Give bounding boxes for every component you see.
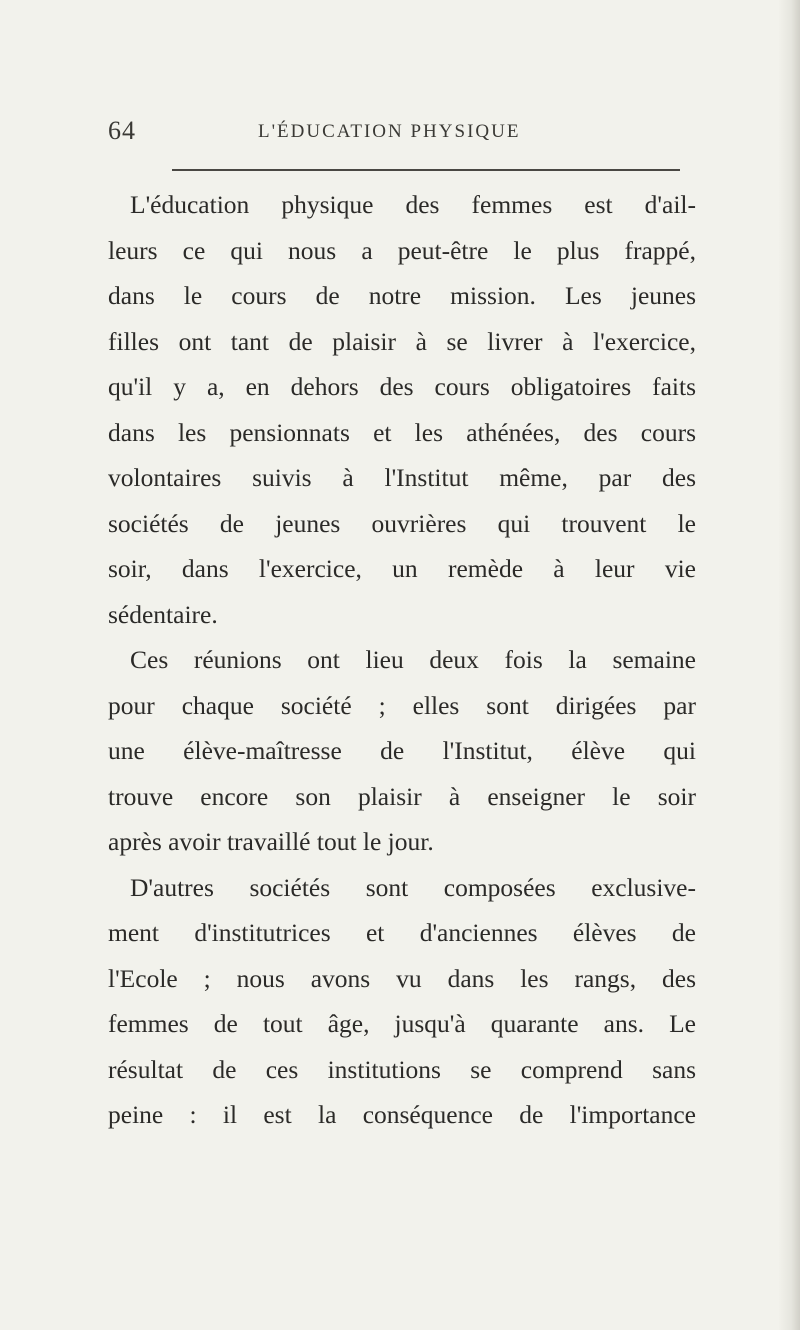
header-rule <box>172 169 680 171</box>
text-line: pour chaque société ; elles sont dirigées par <box>108 690 696 720</box>
text-line: filles ont tant de plaisir à se livrer à l'exercice, <box>108 326 696 356</box>
text-line: sociétés de jeunes ouvrières qui trouvent le <box>108 508 696 538</box>
page-number: 64 <box>108 116 136 145</box>
text-line: Ces réunions ont lieu deux fois la semaine <box>130 645 696 674</box>
text-line: soir, dans l'exercice, un remède à leur vie <box>108 554 696 583</box>
text-line: trouve encore son plaisir à enseigner le soir <box>108 781 696 811</box>
text-line: résultat de ces institutions se comprend sans <box>108 1054 696 1084</box>
body-text <box>108 182 696 1138</box>
text-line: ment d'institutrices et d'anciennes élèves de <box>108 918 696 947</box>
text-line: dans le cours de notre mission. Les jeunes <box>108 281 696 310</box>
text-line: L'éducation physique des femmes est d'ail- <box>130 190 696 219</box>
text-line: femmes de tout âge, jusqu'à quarante ans. Le <box>108 1009 696 1038</box>
page-header <box>0 116 800 156</box>
page-edge-shadow <box>778 0 800 1330</box>
text-line: sédentaire. <box>108 599 218 629</box>
text-line: D'autres sociétés sont composées exclusive- <box>130 872 696 902</box>
text-line: dans les pensionnats et les athénées, des cours <box>108 417 696 447</box>
text-line: peine : il est la conséquence de l'importance <box>108 1100 696 1129</box>
running-title: L'ÉDUCATION PHYSIQUE <box>258 121 521 142</box>
text-line: volontaires suivis à l'Institut même, par des <box>108 463 696 492</box>
text-line: leurs ce qui nous a peut-être le plus frappé, <box>108 235 696 265</box>
text-line: après avoir travaillé tout le jour. <box>108 827 434 856</box>
text-line: une élève-maîtresse de l'Institut, élève qui <box>108 736 696 765</box>
text-line: l'Ecole ; nous avons vu dans les rangs, des <box>108 963 696 993</box>
text-line: qu'il y a, en dehors des cours obligatoires faits <box>108 372 696 401</box>
